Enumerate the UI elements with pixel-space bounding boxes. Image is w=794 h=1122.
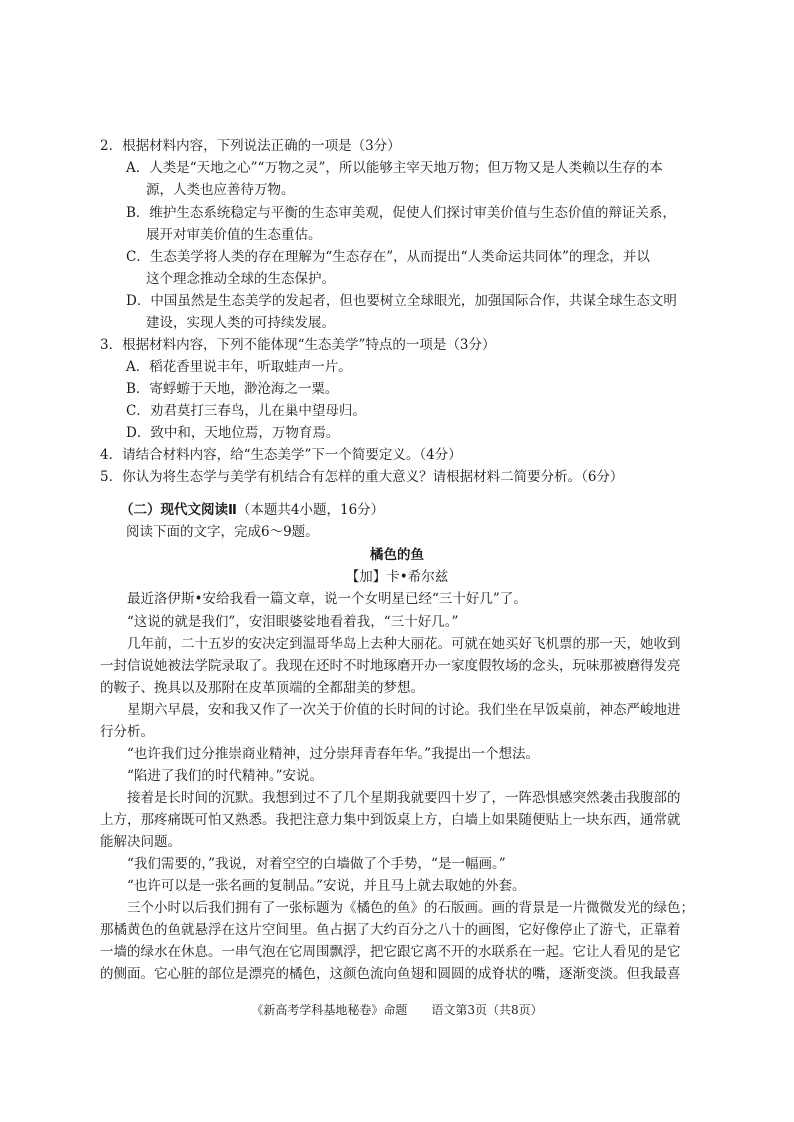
q2-option-a-cont: 源，人类也应善待万物。 (146, 182, 295, 198)
section-note: （本题共4小题，16分） (236, 502, 385, 518)
story-line: “也许可以是一张名画的复制品。”安说，并且马上就去取她的外套。 (100, 878, 526, 894)
question-4: 4．请结合材料内容，给“生态美学”下一个简要定义。（4分） (100, 447, 462, 463)
story-line: 行分析。 (100, 724, 154, 740)
q2-option-b: B．维护生态系统稳定与平衡的生态审美观，促使人们探讨审美价值与生态价值的辩证关系， (126, 205, 676, 221)
section-heading (120, 500, 384, 520)
story-line: 最近洛伊斯•安给我看一篇文章，说一个女明星已经“三十好几”了。 (100, 591, 527, 607)
story-line: 那橘黄色的鱼就悬浮在这片空间里。鱼占据了大约百分之八十的画图，它好像停止了游弋，正靠着 (100, 922, 681, 938)
story-line: 一封信说她被法学院录取了。我现在还时不时地琢磨开办一家度假牧场的念头，玩味那被磨得发亮 (100, 658, 681, 674)
q3-option-c: C．劝君莫打三春鸟，儿在巢中望母归。 (126, 403, 366, 419)
story-line: 几年前，二十五岁的安决定到温哥华岛上去种大丽花。可就在她买好飞机票的那一天，她收到 (100, 636, 681, 652)
section-title: （二）现代文阅读Ⅱ (120, 502, 237, 518)
story-line: 星期六早晨，安和我又作了一次关于价值的长时间的讨论。我们坐在早饭桌前，神态严峻地进 (100, 702, 681, 718)
q2-option-c: C．生态美学将人类的存在理解为“生态存在”，从而提出“人类命运共同体”的理念，并以 (126, 249, 650, 265)
story-title: 橘色的鱼 (370, 547, 424, 563)
story-line: “这说的就是我们”，安泪眼婆娑地看着我，“三十好几。” (100, 614, 459, 630)
story-line: “也许我们过分推崇商业精神，过分崇拜青春年华。”我提出一个想法。 (100, 746, 540, 762)
q2-option-d-cont: 建设，实现人类的可持续发展。 (146, 315, 335, 331)
story-line: 能解决问题。 (100, 834, 181, 850)
section-instruction: 阅读下面的文字，完成6～9题。 (126, 524, 319, 540)
story-line: 一墙的绿水在休息。一串气泡在它周围飘浮，把它跟它离不开的水联系在一起。它让人看见的是它 (100, 944, 681, 960)
q2-option-b-cont: 展开对审美价值的生态重估。 (146, 227, 322, 243)
story-line: 的鞍子、挽具以及那附在皮革顶端的全都甜美的梦想。 (100, 680, 424, 696)
q3-option-d: D．致中和，天地位焉，万物育焉。 (126, 425, 340, 441)
question-2-stem: 2．根据材料内容，下列说法正确的一项是（3分） (100, 138, 401, 154)
story-line: “陷进了我们的时代精神。”安说。 (100, 768, 324, 784)
q3-option-a: A．稻花香里说丰年，听取蛙声一片。 (126, 359, 352, 375)
story-line: 三个小时以后我们拥有了一张标题为《橘色的鱼》的石版画。画的背景是一片微微发光的绿色； (100, 900, 694, 916)
q2-option-c-cont: 这个理念推动全球的生态保护。 (146, 271, 335, 287)
question-5: 5．你认为将生态学与美学有机结合有怎样的重大意义？请根据材料二简要分析。（6分） (100, 469, 624, 485)
story-line: 接着是长时间的沉默。我想到过不了几个星期我就要四十岁了，一阵恐惧感突然袭击我腹部的 (100, 790, 681, 806)
story-line: 的侧面。它心脏的部位是漂亮的橘色，这颜色流向鱼翅和圆圆的成脊状的嘴，逐渐变淡。但我最喜 (100, 966, 681, 982)
page-footer: 《新高考学科基地秘卷》命题 语文第3页（共8页） (251, 1003, 543, 1017)
story-author: 【加】卡•希尔兹 (345, 569, 449, 585)
story-line: “我们需要的，”我说，对着空空的白墙做了个手势，“是一幅画。” (100, 856, 506, 872)
story-line: 上方，那疼痛既可怕又熟悉。我把注意力集中到饭桌上方，白墙上如果随便贴上一块东西，通常就 (100, 812, 681, 828)
question-3-stem: 3．根据材料内容，下列不能体现“生态美学”特点的一项是（3分） (100, 337, 496, 353)
q2-option-d: D．中国虽然是生态美学的发起者，但也要树立全球眼光，加强国际合作，共谋全球生态文明 (126, 293, 677, 309)
q2-option-a: A．人类是“天地之心”“万物之灵”，所以能够主宰天地万物；但万物又是人类赖以生存的本 (126, 160, 663, 176)
q3-option-b: B．寄蜉蝣于天地，渺沧海之一粟。 (126, 381, 339, 397)
